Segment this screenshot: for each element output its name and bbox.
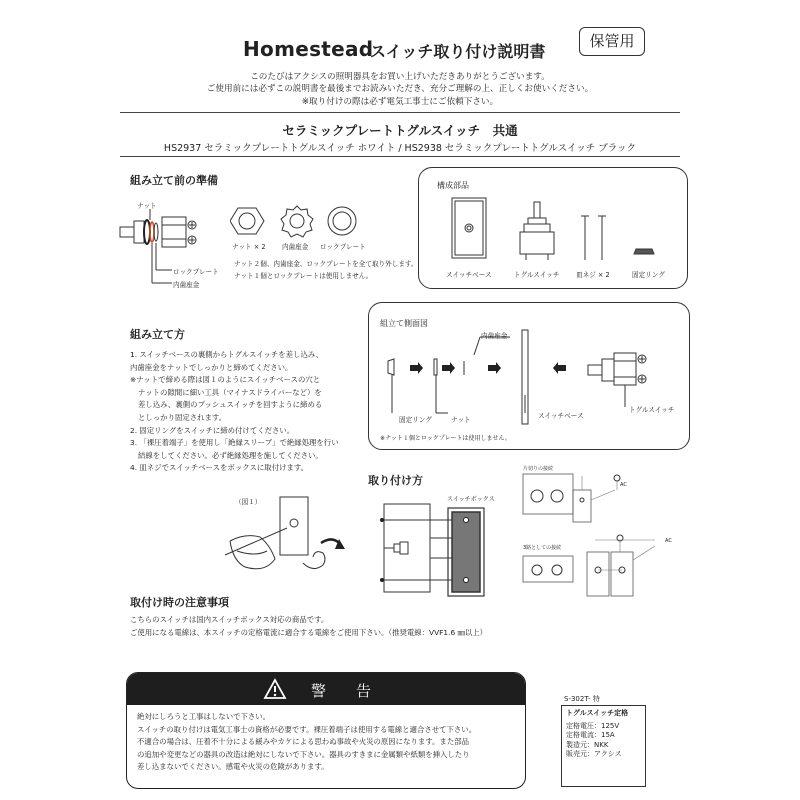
spec-line: 製造元：NKK <box>566 740 609 749</box>
spec-title: トグルスイッチ定格 <box>566 709 629 717</box>
component-screws: 皿ネジ × 2 <box>576 271 610 279</box>
wiring-title-threeway: 3路としての接続 <box>523 545 562 551</box>
component-ring: 固定リング <box>632 271 665 279</box>
keep-badge: 保管用 <box>579 27 645 56</box>
side-label-washer: 内歯座金 <box>481 332 508 340</box>
part-label-washer: 内歯座金 <box>282 243 309 251</box>
warning-box <box>126 672 526 789</box>
intro-line-3: ※取り付けの際は必ず電気工事士にご依頼下さい。 <box>301 97 499 107</box>
prep-heading: 組み立て前の準備 <box>130 174 218 187</box>
intro-line-1: このたびはアクシスの照明器具をお買い上げいただきありがとうございます。 <box>250 72 550 82</box>
assembly-line: 3. 「裸圧着端子」を使用し「絶縁スリーブ」で絶縁処理を行い <box>130 438 339 448</box>
caution-line-2: ご使用になる電線は、本スイッチの定格電流に適合する電線をご使用下さい。（推奨電線：VVF1.6 ㎜以上） <box>130 628 488 637</box>
assembly-line: ※ナットで締める際は図１のようにスイッチベースの穴と <box>130 375 321 385</box>
label-lockplate: ロックプレート <box>173 268 219 276</box>
components-drawing <box>440 192 670 264</box>
wiring-diagrams <box>515 470 665 600</box>
spec-line: 定格電圧：125V <box>566 721 620 730</box>
assembly-line: ナットの隙間に細い工具（マイナスドライバーなど）を <box>138 387 322 397</box>
assembly-line: 内歯座金をナットでしっかりと締めてください。 <box>130 362 293 372</box>
side-view-heading: 組立て側面図 <box>380 319 428 328</box>
label-nut: ナット <box>137 202 157 210</box>
wiring-title-single: 片切りの接続 <box>523 466 554 472</box>
assembly-line: 結線をしてください。必ず絶縁処理を施してください。 <box>138 450 323 460</box>
components-heading: 構成部品 <box>437 181 469 190</box>
caution-line-1: こちらのスイッチは国内スイッチボックス対応の商品です。 <box>130 615 329 624</box>
mounting-heading: 取り付け方 <box>368 474 423 487</box>
switch-box-label: スイッチボックス <box>447 496 495 503</box>
side-label-toggle: トグルスイッチ <box>629 406 675 414</box>
warning-line: スイッチの取り付けは電気工事士の資格が必要です。裸圧着端子は使用する電線と適合させて下さい。 <box>137 724 477 734</box>
part-label-lockplate: ロックプレート <box>320 243 366 251</box>
component-toggle: トグルスイッチ <box>514 271 560 279</box>
warning-line: の追加や変更などの器具の改造は絶対にしないで下さい。器具のすきまに金属類や紙類を挿入したり <box>137 749 470 759</box>
assembly-line: 1. スイッチベースの裏側からトグルスイッチを差し込み、 <box>130 350 324 359</box>
label-washer: 内歯座金 <box>173 281 200 289</box>
figure-1-label: （図１） <box>235 498 262 506</box>
assembly-steps <box>130 349 339 475</box>
assembly-line: 差し込み、裏側のプッシュスイッチを回すように締める <box>138 400 323 410</box>
warning-triangle-icon <box>263 678 287 700</box>
assembly-line: 2. 固定リングをスイッチに締め付けてください。 <box>130 425 295 435</box>
assembly-line: 4. 皿ネジでスイッチベースをボックスに取付けます。 <box>130 463 309 473</box>
divider-bottom <box>120 156 680 157</box>
spec-line: 販売元：アクシス <box>566 750 622 758</box>
figure-1-drawing <box>215 493 355 585</box>
warning-title: 警 告 <box>311 682 372 700</box>
product-title: セラミックプレートトグルスイッチ 共通 <box>282 123 518 138</box>
spec-model: S-302T- 特 <box>564 695 600 703</box>
intro-line-2: ご使用前には必ずこの説明書を最後までお読みいただき、充分ご理解の上、正しくお使いください。 <box>206 84 594 94</box>
side-label-nut: ナット <box>451 416 471 424</box>
brand-name: Homestead <box>243 37 374 61</box>
caution-heading: 取付け時の注意事項 <box>130 596 229 609</box>
warning-header <box>127 673 525 705</box>
warning-line: 差し込まないでください。感電や火災の危険があります。 <box>137 762 329 772</box>
side-label-ring: 固定リング <box>399 416 432 424</box>
divider-top <box>120 112 680 113</box>
spec-line: 定格電流：15A <box>566 731 615 739</box>
prep-note-1: ナット２個、内歯座金、ロックプレートを全て取り外します。 <box>234 260 418 268</box>
spec-box <box>561 705 646 787</box>
mounting-drawing <box>370 500 520 600</box>
prep-note-2: ナット１個とロックプレートは使用しません。 <box>234 272 373 280</box>
wiring-ac-label-1: AC <box>620 482 627 488</box>
side-view-note: ※ナット１個とロックプレートは使用しません。 <box>380 435 511 442</box>
wiring-ac-label-2: AC <box>665 538 672 544</box>
product-models: HS2937 セラミックプレートトグルスイッチ ホワイト / HS2938 セラミックプレートトグルスイッチ ブラック <box>163 143 637 154</box>
document-title: スイッチ取り付け説明書 <box>370 42 546 61</box>
assembly-line: としっかり固定されます。 <box>138 412 227 422</box>
side-label-base: スイッチベース <box>538 412 584 420</box>
warning-line: 不適合の場合は、圧着不十分による緩みやカケによる思わぬ事故や火災の原因になります。また部品 <box>137 737 469 747</box>
component-base: スイッチベース <box>446 271 492 279</box>
assembly-heading: 組み立て方 <box>130 328 185 341</box>
parts-row-drawing <box>230 204 370 238</box>
warning-line: 絶対にしろうと工事はしないで下さい。 <box>137 712 271 721</box>
part-label-nut: ナット × 2 <box>232 243 266 251</box>
